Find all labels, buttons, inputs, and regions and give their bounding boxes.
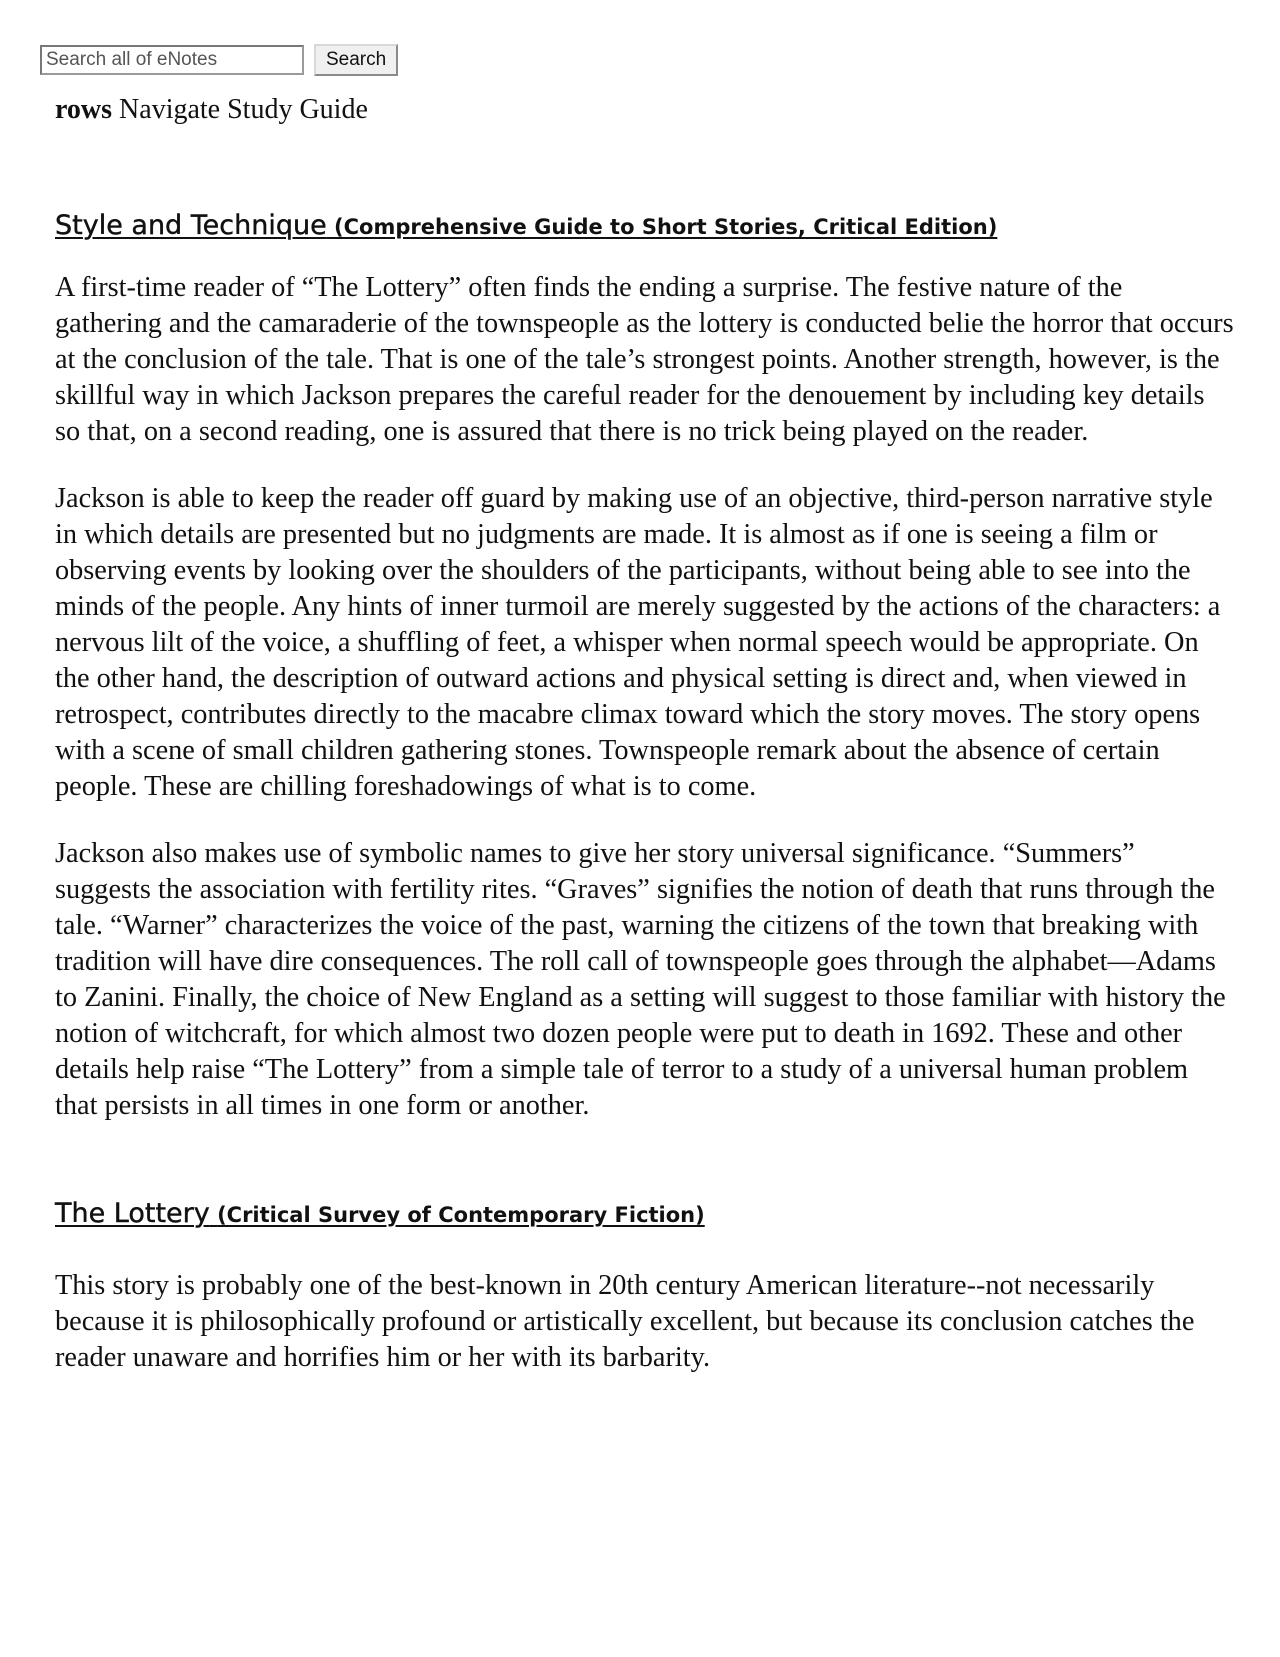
section-heading-link[interactable] (55, 1192, 1235, 1237)
body-paragraph: Jackson is able to keep the reader off guard by making use of an objective, third-person narrative style in which details are presented but no judgments are made. It is almost as if one is seeing a film or observing events by looking over the shoulders of the participants, without being able to see into the minds of the people. Any hints of inner turmoil are merely suggested by the actions of the characters: a nervous lilt of the voice, a shuffling of feet, a whisper when normal speech would be appropriate. On the other hand, the description of outward actions and physical setting is direct and, when viewed in retrospect, contributes directly to the macabre climax toward which the story moves. The story opens with a scene of small children gathering stones. Townspeople remark about the absence of certain people. These are chilling foreshadowings of what is to come. (55, 483, 1221, 802)
navigate-study-guide[interactable] (55, 92, 368, 128)
body-paragraph: A first-time reader of “The Lottery” often finds the ending a surprise. The festive nature of the gathering and the camaraderie of the townspeople as the lottery is conducted belie the horror that occurs at the conclusion of the tale. That is one of the tale’s strongest points. Another strength, however, is the skillful way in which Jackson prepares the careful reader for the denouement by including key details so that, on a second reading, one is assured that there is no trick being played on the reader. (55, 272, 1234, 447)
body-paragraph: Jackson also makes use of symbolic names to give her story universal significance. “Summers” suggests the association with fertility rites. “Graves” signifies the notion of death that runs through the tale. “Warner” characterizes the voice of the past, warning the citizens of the town that breaking with tradition will have dire consequences. The roll call of townspeople goes through the alphabet—Adams to Zanini. Finally, the choice of New England as a setting will suggest to those familiar with history the notion of witchcraft, for which almost two dozen people were put to death in 1692. These and other details help raise “The Lottery” from a simple tale of terror to a study of a universal human problem that persists in all times in one form or another. (55, 838, 1226, 1121)
section-heading-link[interactable] (55, 204, 1235, 249)
section-title: Style and Technique (55, 210, 327, 241)
search-button[interactable]: Search (314, 44, 398, 76)
search-bar (40, 44, 398, 76)
section-source: (Critical Survey of Contemporary Fiction) (217, 1203, 705, 1227)
search-input[interactable] (40, 45, 304, 75)
section-style-and-technique (55, 204, 1235, 1124)
section-the-lottery (55, 1192, 1235, 1376)
body-paragraph: This story is probably one of the best-known in 20th century American literature--not necessarily because it is philosophically profound or artistically excellent, but because its conclusion catches the reader unaware and horrifies him or her with its barbarity. (55, 1270, 1195, 1373)
study-guide-content (55, 204, 1235, 1376)
nav-bold-label: rows (55, 94, 113, 125)
section-source: (Comprehensive Guide to Short Stories, Critical Edition) (334, 215, 998, 239)
section-title: The Lottery (55, 1198, 210, 1229)
nav-label: Navigate Study Guide (119, 94, 368, 125)
